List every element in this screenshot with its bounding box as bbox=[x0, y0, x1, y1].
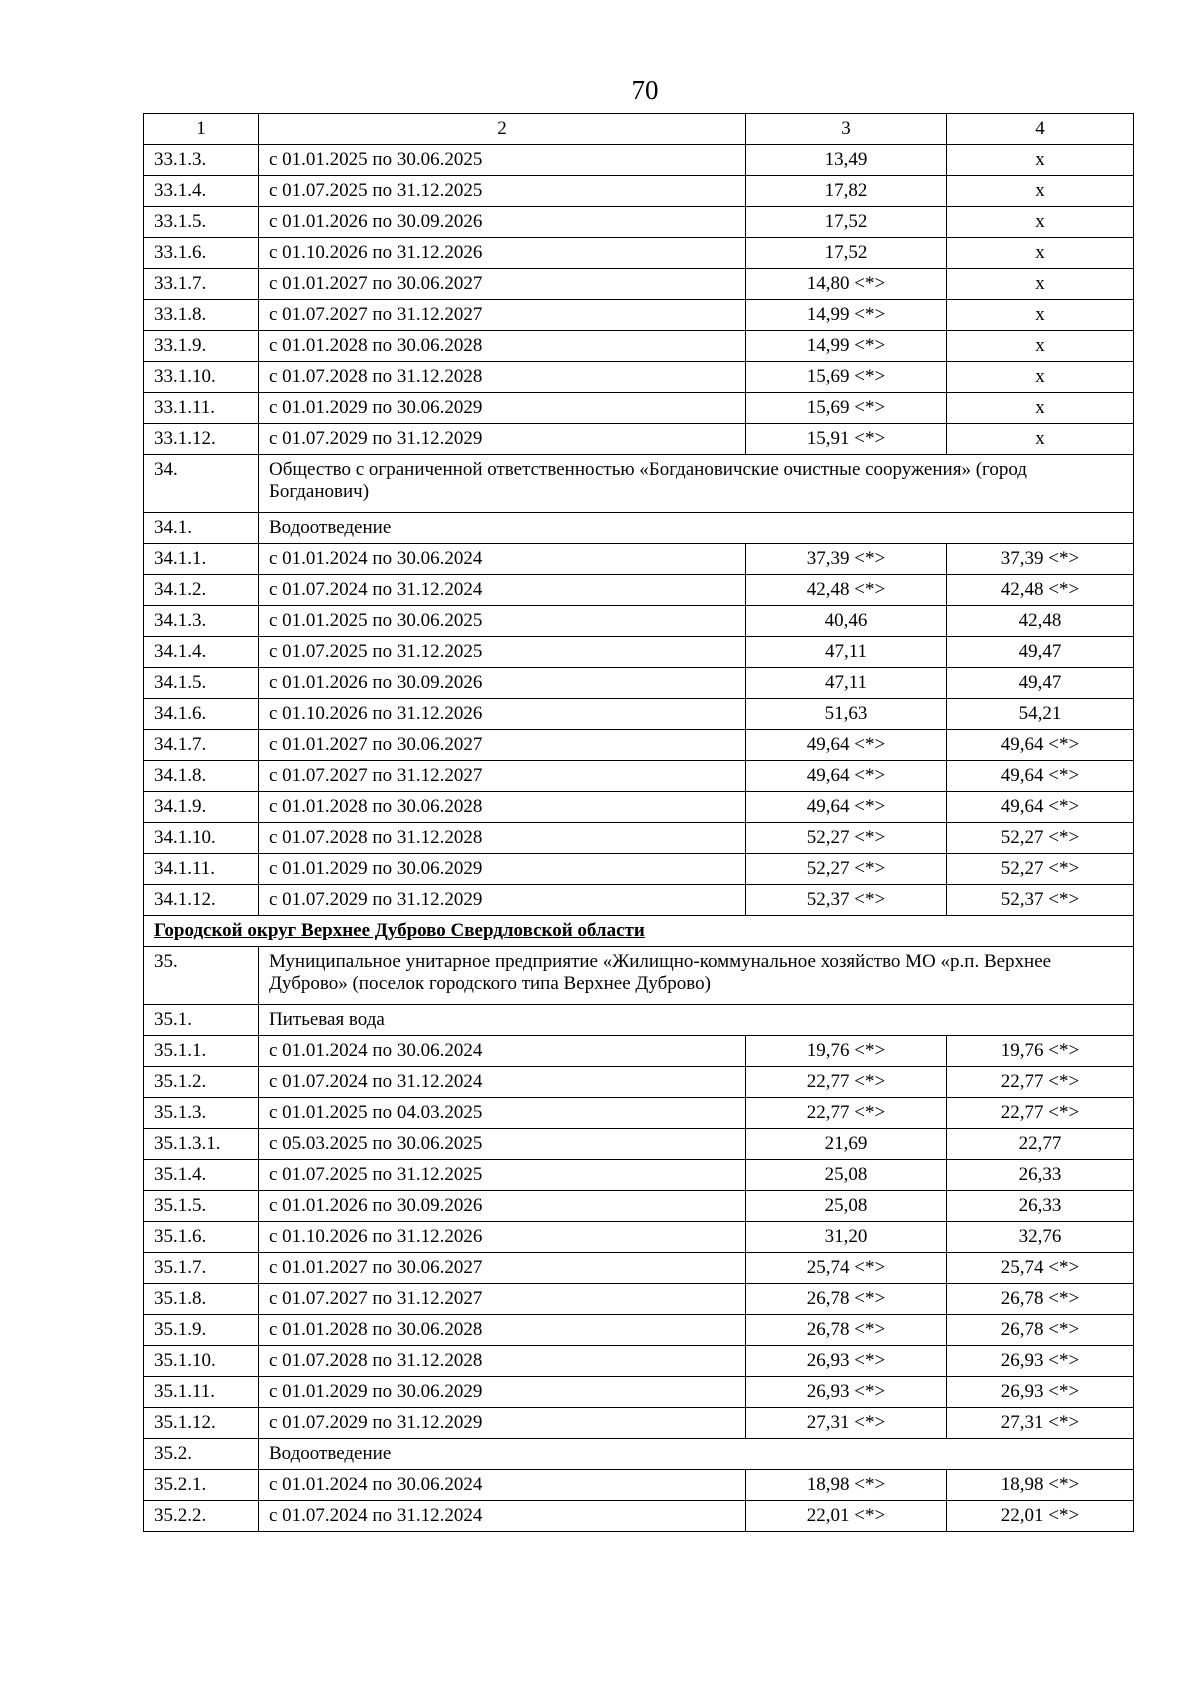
period-cell: с 01.07.2029 по 31.12.2029 bbox=[259, 885, 746, 916]
row-number: 35.1. bbox=[144, 1005, 259, 1036]
tariff-row bbox=[144, 424, 1134, 455]
row-number: 33.1.7. bbox=[144, 269, 259, 300]
tariff-row bbox=[144, 393, 1134, 424]
period-cell: с 05.03.2025 по 30.06.2025 bbox=[259, 1129, 746, 1160]
district-heading-row bbox=[144, 916, 1134, 947]
tariff-row bbox=[144, 823, 1134, 854]
period-cell: с 01.07.2028 по 31.12.2028 bbox=[259, 823, 746, 854]
rate-col-4: 42,48 bbox=[947, 606, 1134, 637]
rate-col-4: х bbox=[947, 176, 1134, 207]
rate-col-4: х bbox=[947, 331, 1134, 362]
period-cell: с 01.01.2024 по 30.06.2024 bbox=[259, 1470, 746, 1501]
row-number: 35.1.2. bbox=[144, 1067, 259, 1098]
rate-col-4: х bbox=[947, 269, 1134, 300]
rate-col-4: 49,64 <*> bbox=[947, 730, 1134, 761]
row-number: 35.1.8. bbox=[144, 1284, 259, 1315]
tariff-row bbox=[144, 145, 1134, 176]
period-cell: с 01.07.2028 по 31.12.2028 bbox=[259, 362, 746, 393]
rate-col-4: 52,27 <*> bbox=[947, 823, 1134, 854]
rate-col-3: 14,99 <*> bbox=[746, 331, 947, 362]
rate-col-4: х bbox=[947, 207, 1134, 238]
period-cell: с 01.07.2024 по 31.12.2024 bbox=[259, 575, 746, 606]
service-row bbox=[144, 513, 1134, 544]
header-col-2: 2 bbox=[259, 114, 746, 145]
tariff-table bbox=[143, 113, 1134, 1532]
district-heading: Городской округ Верхнее Дуброво Свердловской области bbox=[144, 916, 1134, 947]
rate-col-3: 26,93 <*> bbox=[746, 1346, 947, 1377]
row-number: 35.1.7. bbox=[144, 1253, 259, 1284]
tariff-row bbox=[144, 1129, 1134, 1160]
rate-col-3: 26,78 <*> bbox=[746, 1284, 947, 1315]
period-cell: с 01.07.2027 по 31.12.2027 bbox=[259, 761, 746, 792]
tariff-row bbox=[144, 1315, 1134, 1346]
row-number: 34.1.4. bbox=[144, 637, 259, 668]
period-cell: с 01.01.2026 по 30.09.2026 bbox=[259, 207, 746, 238]
rate-col-3: 26,93 <*> bbox=[746, 1377, 947, 1408]
rate-col-4: 26,93 <*> bbox=[947, 1346, 1134, 1377]
rate-col-3: 40,46 bbox=[746, 606, 947, 637]
tariff-row bbox=[144, 761, 1134, 792]
rate-col-3: 25,08 bbox=[746, 1191, 947, 1222]
rate-col-4: 22,01 <*> bbox=[947, 1501, 1134, 1532]
row-number: 34.1.12. bbox=[144, 885, 259, 916]
rate-col-4: х bbox=[947, 238, 1134, 269]
period-cell: с 01.01.2029 по 30.06.2029 bbox=[259, 393, 746, 424]
tariff-row bbox=[144, 1501, 1134, 1532]
service-row bbox=[144, 1005, 1134, 1036]
rate-col-3: 22,77 <*> bbox=[746, 1067, 947, 1098]
period-cell: с 01.10.2026 по 31.12.2026 bbox=[259, 238, 746, 269]
period-cell: с 01.07.2024 по 31.12.2024 bbox=[259, 1067, 746, 1098]
rate-col-3: 51,63 bbox=[746, 699, 947, 730]
tariff-row bbox=[144, 1191, 1134, 1222]
tariff-row bbox=[144, 1098, 1134, 1129]
rate-col-4: 49,47 bbox=[947, 668, 1134, 699]
row-number: 35.1.1. bbox=[144, 1036, 259, 1067]
period-cell: с 01.01.2028 по 30.06.2028 bbox=[259, 792, 746, 823]
tariff-row bbox=[144, 575, 1134, 606]
header-col-4: 4 bbox=[947, 114, 1134, 145]
rate-col-3: 47,11 bbox=[746, 637, 947, 668]
row-number: 35.2.1. bbox=[144, 1470, 259, 1501]
row-number: 35.1.10. bbox=[144, 1346, 259, 1377]
row-number: 35.1.3. bbox=[144, 1098, 259, 1129]
row-number: 34.1.3. bbox=[144, 606, 259, 637]
rate-col-4: 49,64 <*> bbox=[947, 792, 1134, 823]
row-number: 34.1.7. bbox=[144, 730, 259, 761]
row-number: 33.1.9. bbox=[144, 331, 259, 362]
row-number: 35.1.11. bbox=[144, 1377, 259, 1408]
period-cell: с 01.01.2027 по 30.06.2027 bbox=[259, 1253, 746, 1284]
tariff-row bbox=[144, 1346, 1134, 1377]
rate-col-3: 49,64 <*> bbox=[746, 761, 947, 792]
period-cell: с 01.10.2026 по 31.12.2026 bbox=[259, 1222, 746, 1253]
tariff-row bbox=[144, 730, 1134, 761]
tariff-row bbox=[144, 668, 1134, 699]
period-cell: с 01.01.2026 по 30.09.2026 bbox=[259, 1191, 746, 1222]
tariff-row bbox=[144, 269, 1134, 300]
period-cell: с 01.01.2025 по 04.03.2025 bbox=[259, 1098, 746, 1129]
rate-col-3: 17,82 bbox=[746, 176, 947, 207]
row-number: 35.1.6. bbox=[144, 1222, 259, 1253]
tariff-row bbox=[144, 1222, 1134, 1253]
row-number: 33.1.10. bbox=[144, 362, 259, 393]
row-number: 33.1.4. bbox=[144, 176, 259, 207]
period-cell: с 01.07.2029 по 31.12.2029 bbox=[259, 1408, 746, 1439]
row-number: 33.1.6. bbox=[144, 238, 259, 269]
rate-col-3: 26,78 <*> bbox=[746, 1315, 947, 1346]
rate-col-4: х bbox=[947, 393, 1134, 424]
rate-col-3: 31,20 bbox=[746, 1222, 947, 1253]
tariff-row bbox=[144, 362, 1134, 393]
tariff-row bbox=[144, 1284, 1134, 1315]
period-cell: с 01.07.2029 по 31.12.2029 bbox=[259, 424, 746, 455]
rate-col-4: 49,64 <*> bbox=[947, 761, 1134, 792]
row-number: 34.1.10. bbox=[144, 823, 259, 854]
row-number: 35.1.3.1. bbox=[144, 1129, 259, 1160]
period-cell: с 01.01.2027 по 30.06.2027 bbox=[259, 269, 746, 300]
rate-col-4: 22,77 <*> bbox=[947, 1067, 1134, 1098]
page-number: 70 bbox=[631, 75, 659, 105]
rate-col-3: 25,74 <*> bbox=[746, 1253, 947, 1284]
rate-col-3: 52,27 <*> bbox=[746, 823, 947, 854]
period-cell: с 01.01.2024 по 30.06.2024 bbox=[259, 1036, 746, 1067]
row-number: 33.1.8. bbox=[144, 300, 259, 331]
rate-col-3: 49,64 <*> bbox=[746, 792, 947, 823]
rate-col-4: 22,77 bbox=[947, 1129, 1134, 1160]
tariff-row bbox=[144, 1470, 1134, 1501]
organization-row bbox=[144, 947, 1134, 1005]
rate-col-4: 52,37 <*> bbox=[947, 885, 1134, 916]
rate-col-3: 15,91 <*> bbox=[746, 424, 947, 455]
tariff-row bbox=[144, 1067, 1134, 1098]
period-cell: с 01.07.2028 по 31.12.2028 bbox=[259, 1346, 746, 1377]
row-number: 34.1.6. bbox=[144, 699, 259, 730]
rate-col-3: 14,99 <*> bbox=[746, 300, 947, 331]
rate-col-4: 26,33 bbox=[947, 1160, 1134, 1191]
period-cell: с 01.01.2026 по 30.09.2026 bbox=[259, 668, 746, 699]
row-number: 35.1.9. bbox=[144, 1315, 259, 1346]
rate-col-4: 26,78 <*> bbox=[947, 1284, 1134, 1315]
table-header-row bbox=[144, 114, 1134, 145]
tariff-row bbox=[144, 606, 1134, 637]
header-col-3: 3 bbox=[746, 114, 947, 145]
tariff-row bbox=[144, 544, 1134, 575]
service-name: Водоотведение bbox=[259, 1439, 1134, 1470]
period-cell: с 01.07.2025 по 31.12.2025 bbox=[259, 637, 746, 668]
rate-col-4: х bbox=[947, 362, 1134, 393]
period-cell: с 01.01.2029 по 30.06.2029 bbox=[259, 1377, 746, 1408]
row-number: 33.1.11. bbox=[144, 393, 259, 424]
row-number: 35.1.4. bbox=[144, 1160, 259, 1191]
row-number: 35.2.2. bbox=[144, 1501, 259, 1532]
period-cell: с 01.01.2029 по 30.06.2029 bbox=[259, 854, 746, 885]
rate-col-4: 18,98 <*> bbox=[947, 1470, 1134, 1501]
period-cell: с 01.07.2027 по 31.12.2027 bbox=[259, 300, 746, 331]
organization-row bbox=[144, 455, 1134, 513]
tariff-row bbox=[144, 854, 1134, 885]
rate-col-4: х bbox=[947, 300, 1134, 331]
rate-col-4: 26,93 <*> bbox=[947, 1377, 1134, 1408]
tariff-row bbox=[144, 1036, 1134, 1067]
service-name: Питьевая вода bbox=[259, 1005, 1134, 1036]
organization-name: Общество с ограниченной ответственностью «Богдановичские очистные сооружения» (город Богданович) bbox=[259, 455, 1134, 513]
row-number: 33.1.5. bbox=[144, 207, 259, 238]
header-col-1: 1 bbox=[144, 114, 259, 145]
rate-col-4: х bbox=[947, 424, 1134, 455]
rate-col-3: 25,08 bbox=[746, 1160, 947, 1191]
rate-col-4: 26,78 <*> bbox=[947, 1315, 1134, 1346]
rate-col-4: 52,27 <*> bbox=[947, 854, 1134, 885]
row-number: 34.1.1. bbox=[144, 544, 259, 575]
tariff-row bbox=[144, 1377, 1134, 1408]
rate-col-3: 22,77 <*> bbox=[746, 1098, 947, 1129]
rate-col-4: 27,31 <*> bbox=[947, 1408, 1134, 1439]
rate-col-4: х bbox=[947, 145, 1134, 176]
tariff-row bbox=[144, 885, 1134, 916]
rate-col-3: 21,69 bbox=[746, 1129, 947, 1160]
table-body bbox=[144, 145, 1134, 1532]
row-number: 35.1.12. bbox=[144, 1408, 259, 1439]
period-cell: с 01.07.2027 по 31.12.2027 bbox=[259, 1284, 746, 1315]
period-cell: с 01.07.2025 по 31.12.2025 bbox=[259, 176, 746, 207]
rate-col-3: 47,11 bbox=[746, 668, 947, 699]
row-number: 34.1.8. bbox=[144, 761, 259, 792]
tariff-row bbox=[144, 1408, 1134, 1439]
period-cell: с 01.07.2024 по 31.12.2024 bbox=[259, 1501, 746, 1532]
period-cell: с 01.01.2028 по 30.06.2028 bbox=[259, 331, 746, 362]
row-number: 34.1. bbox=[144, 513, 259, 544]
rate-col-3: 18,98 <*> bbox=[746, 1470, 947, 1501]
rate-col-3: 13,49 bbox=[746, 145, 947, 176]
row-number: 35.1.5. bbox=[144, 1191, 259, 1222]
period-cell: с 01.01.2027 по 30.06.2027 bbox=[259, 730, 746, 761]
tariff-row bbox=[144, 176, 1134, 207]
service-name: Водоотведение bbox=[259, 513, 1134, 544]
rate-col-3: 27,31 <*> bbox=[746, 1408, 947, 1439]
service-row bbox=[144, 1439, 1134, 1470]
row-number: 34.1.5. bbox=[144, 668, 259, 699]
tariff-row bbox=[144, 699, 1134, 730]
row-number: 33.1.12. bbox=[144, 424, 259, 455]
row-number: 34.1.11. bbox=[144, 854, 259, 885]
row-number: 35. bbox=[144, 947, 259, 1005]
period-cell: с 01.01.2025 по 30.06.2025 bbox=[259, 145, 746, 176]
rate-col-3: 19,76 <*> bbox=[746, 1036, 947, 1067]
rate-col-3: 17,52 bbox=[746, 207, 947, 238]
period-cell: с 01.07.2025 по 31.12.2025 bbox=[259, 1160, 746, 1191]
row-number: 34.1.9. bbox=[144, 792, 259, 823]
period-cell: с 01.10.2026 по 31.12.2026 bbox=[259, 699, 746, 730]
rate-col-3: 42,48 <*> bbox=[746, 575, 947, 606]
rate-col-3: 17,52 bbox=[746, 238, 947, 269]
row-number: 35.2. bbox=[144, 1439, 259, 1470]
tariff-row bbox=[144, 300, 1134, 331]
row-number: 34.1.2. bbox=[144, 575, 259, 606]
rate-col-3: 49,64 <*> bbox=[746, 730, 947, 761]
rate-col-4: 32,76 bbox=[947, 1222, 1134, 1253]
rate-col-4: 19,76 <*> bbox=[947, 1036, 1134, 1067]
rate-col-4: 37,39 <*> bbox=[947, 544, 1134, 575]
row-number: 34. bbox=[144, 455, 259, 513]
row-number: 33.1.3. bbox=[144, 145, 259, 176]
period-cell: с 01.01.2024 по 30.06.2024 bbox=[259, 544, 746, 575]
rate-col-4: 26,33 bbox=[947, 1191, 1134, 1222]
period-cell: с 01.01.2025 по 30.06.2025 bbox=[259, 606, 746, 637]
rate-col-3: 52,37 <*> bbox=[746, 885, 947, 916]
rate-col-4: 54,21 bbox=[947, 699, 1134, 730]
rate-col-3: 52,27 <*> bbox=[746, 854, 947, 885]
tariff-row bbox=[144, 1160, 1134, 1191]
rate-col-4: 49,47 bbox=[947, 637, 1134, 668]
rate-col-3: 15,69 <*> bbox=[746, 362, 947, 393]
rate-col-4: 22,77 <*> bbox=[947, 1098, 1134, 1129]
rate-col-4: 42,48 <*> bbox=[947, 575, 1134, 606]
rate-col-4: 25,74 <*> bbox=[947, 1253, 1134, 1284]
rate-col-3: 14,80 <*> bbox=[746, 269, 947, 300]
tariff-row bbox=[144, 637, 1134, 668]
tariff-row bbox=[144, 331, 1134, 362]
tariff-row bbox=[144, 238, 1134, 269]
organization-name: Муниципальное унитарное предприятие «Жилищно-коммунальное хозяйство МО «р.п. Верхнее Дуброво» (поселок городского типа Верхнее Дуброво) bbox=[259, 947, 1134, 1005]
tariff-row bbox=[144, 1253, 1134, 1284]
rate-col-3: 15,69 <*> bbox=[746, 393, 947, 424]
period-cell: с 01.01.2028 по 30.06.2028 bbox=[259, 1315, 746, 1346]
rate-col-3: 37,39 <*> bbox=[746, 544, 947, 575]
tariff-row bbox=[144, 207, 1134, 238]
tariff-row bbox=[144, 792, 1134, 823]
rate-col-3: 22,01 <*> bbox=[746, 1501, 947, 1532]
